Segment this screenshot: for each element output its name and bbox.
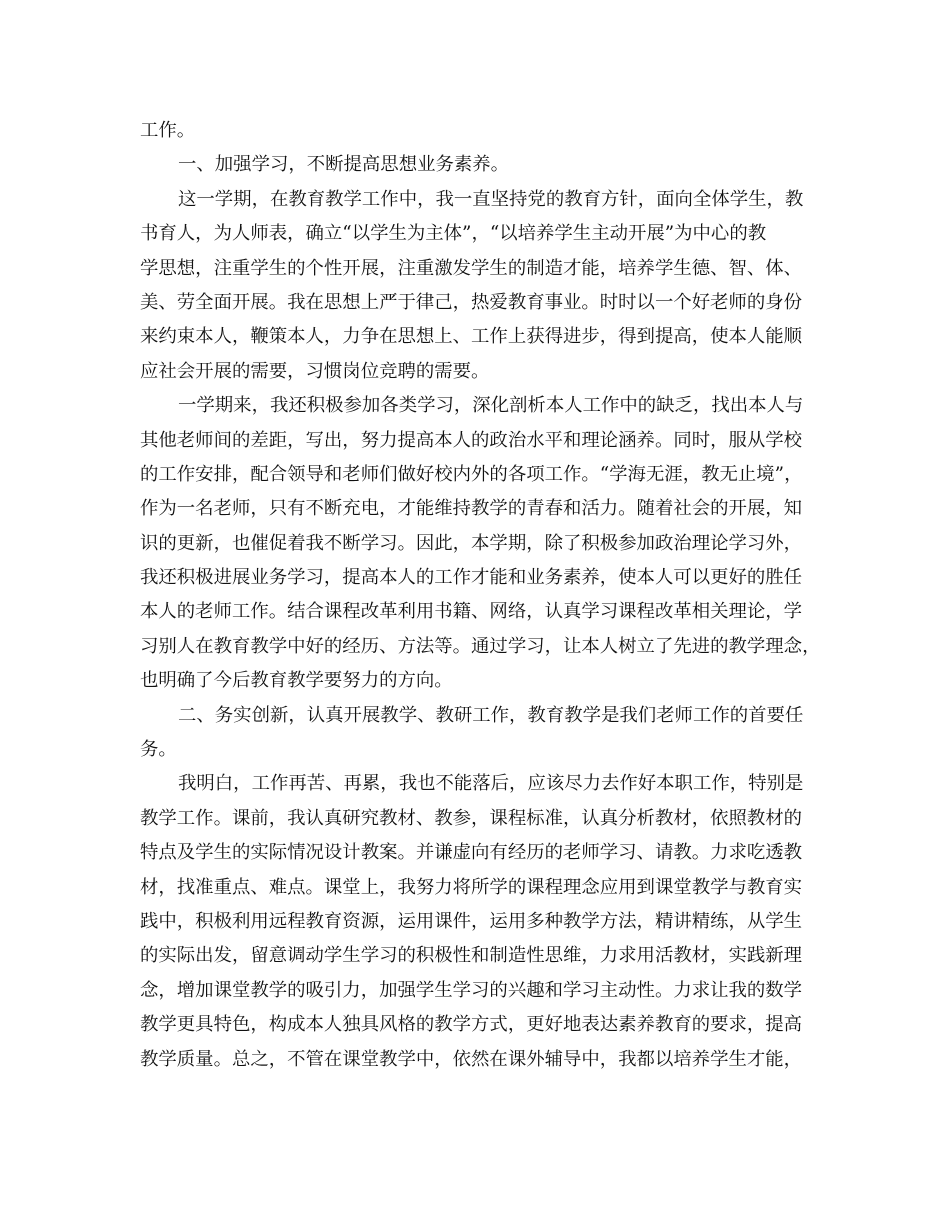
text-line: 教学工作。课前，我认真研究教材、教参，课程标准，认真分析教材，依照教材的: [140, 807, 803, 829]
text-line: 二、务实创新，认真开展教学、教研工作，教育教学是我们老师工作的首要任: [178, 704, 804, 726]
text-line: 一学期来，我还积极参加各类学习，深化剖析本人工作中的缺乏，找出本人与: [178, 395, 804, 417]
text-line: 我明白，工作再苦、再累，我也不能落后，应该尽力去作好本职工作，特别是: [178, 773, 804, 795]
text-line: 务。: [140, 739, 177, 761]
document-body: [140, 114, 830, 1077]
text-line: 材，找准重点、难点。课堂上，我努力将所学的课程理念应用到课堂教学与教育实: [140, 876, 803, 898]
text-line: 特点及学生的实际情况设计教案。并谦虚向有经历的老师学习、请教。力求吃透教: [140, 842, 803, 864]
text-line: 教学更具特色，构成本人独具风格的教学方式，更好地表达素养教育的要求，提高: [140, 1014, 803, 1036]
text-line: 应社会开展的需要，习惯岗位竞聘的需要。: [140, 360, 490, 382]
text-line: 习别人在教育教学中好的经历、方法等。通过学习，让本人树立了先进的教学理念，: [140, 635, 821, 657]
text-line: 工作。: [140, 120, 196, 141]
text-line: 的实际出发，留意调动学生学习的积极性和制造性思维，力求用活教材，实践新理: [140, 945, 803, 967]
text-line: 我还积极进展业务学习，提高本人的工作才能和业务素养，使本人可以更好的胜任: [140, 567, 803, 589]
text-line: 一、加强学习，不断提高思想业务素养。: [178, 154, 510, 176]
text-line: 美、劳全面开展。我在思想上严于律己，热爱教育事业。时时以一个好老师的身份: [140, 291, 803, 313]
text-line: 其他老师间的差距，写出，努力提高本人的政治水平和理论涵养。同时，服从学校: [140, 429, 803, 451]
text-line: 识的更新，也催促着我不断学习。因此，本学期，除了积极参加政治理论学习外，: [140, 532, 803, 554]
text-line: 作为一名老师，只有不断充电，才能维持教学的青春和活力。随着社会的开展，知: [140, 498, 803, 520]
text-line: 本人的老师工作。结合课程改革利用书籍、网络，认真学习课程改革相关理论，学: [140, 601, 803, 623]
text-line: 的工作安排，配合领导和老师们做好校内外的各项工作。“学海无涯，教无止境”，: [140, 463, 803, 485]
text-line: 书育人，为人师表，确立“以学生为主体”，“以培养学生主动开展”为中心的教: [140, 223, 767, 245]
text-line: 也明确了今后教育教学要努力的方向。: [140, 670, 453, 692]
text-line: 这一学期，在教育教学工作中，我一直坚持党的教育方针，面向全体学生，教: [178, 188, 804, 210]
text-line: 学思想，注重学生的个性开展，注重激发学生的制造才能，培养学生德、智、体、: [140, 257, 803, 279]
text-line: 教学质量。总之，不管在课堂教学中，依然在课外辅导中，我都以培养学生才能，: [140, 1048, 803, 1070]
text-line: 念，增加课堂教学的吸引力，加强学生学习的兴趣和学习主动性。力求让我的数学: [140, 979, 803, 1001]
text-line: 践中，积极利用远程教育资源，运用课件，运用多种教学方法，精讲精练，从学生: [140, 910, 803, 932]
text-line: 来约束本人，鞭策本人，力争在思想上、工作上获得进步，得到提高，使本人能顺: [140, 326, 803, 348]
